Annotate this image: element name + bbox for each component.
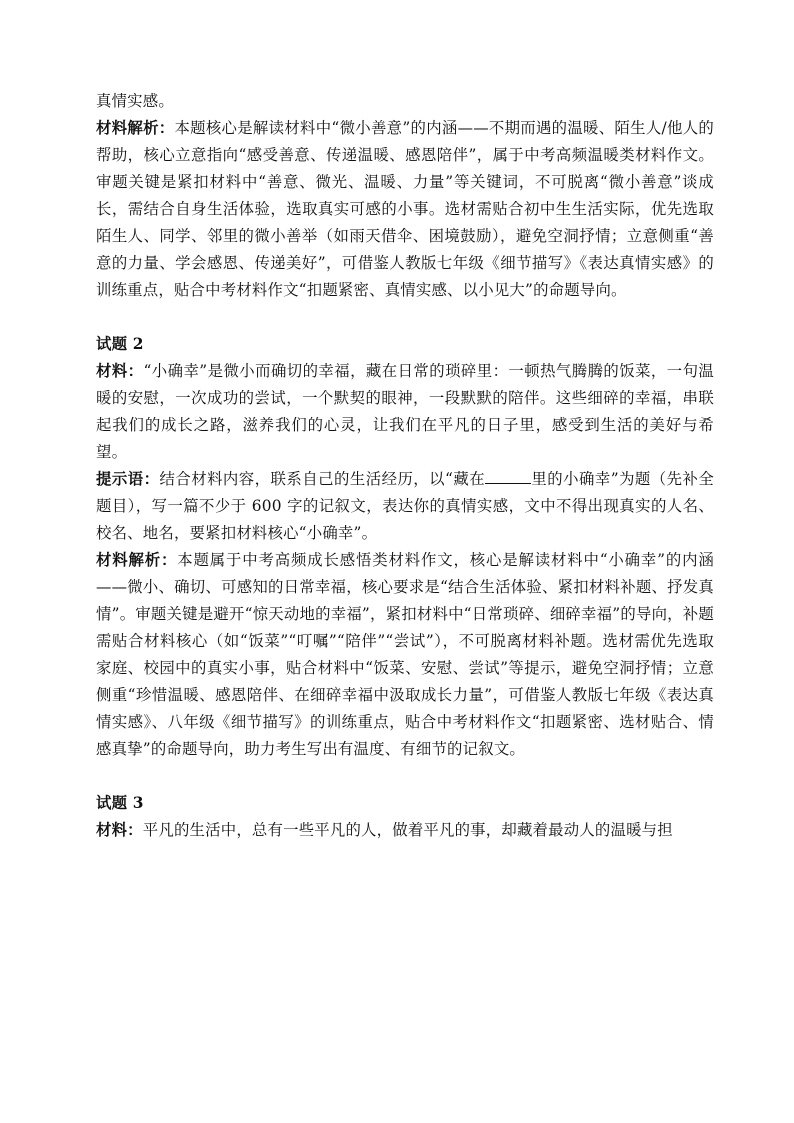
- q2-prompt: [96, 466, 714, 547]
- q2-prompt-text-before: 结合材料内容，联系自己的生活经历，以“藏在: [159, 470, 486, 488]
- q2-material-text: “小确幸”是微小而确切的幸福，藏在日常的琐碎里：一顿热气腾腾的饭菜，一句温暖的安慰，一次成功的尝试，一个默契的眼神，一段默默的陪伴。这些细碎的幸福，串联起我们的成长之路，滋养我们的心灵，让我们在平凡的日子里，感受到生活的美好与希望。: [96, 362, 714, 461]
- document-page: [96, 88, 714, 844]
- q3-heading: 试题 3: [96, 794, 144, 812]
- q1-tail: [96, 88, 714, 115]
- q3-material-label: 材料：: [96, 821, 143, 839]
- q3-material-text: 平凡的生活中，总有一些平凡的人，做着平凡的事，却藏着最动人的温暖与担: [142, 821, 673, 839]
- q2-analysis: [96, 547, 714, 763]
- title-blank: [485, 469, 531, 484]
- q2-prompt-label: 提示语：: [96, 470, 160, 488]
- q1-analysis: [96, 115, 714, 304]
- q3-material: [96, 817, 714, 844]
- q1-analysis-text: 本题核心是解读材料中“微小善意”的内涵——不期而遇的温暖、陌生人/他人的帮助，核心立意指向“感受善意、传递温暖、感恩陪伴”，属于中考高频温暖类材料作文。审题关键是紧扣材料中“善意、微光、温暖、力量”等关键词，不可脱离“微小善意”谈成长，需结合自身生活体验，选取真实可感的小事。选材需贴合初中生生活实际，优先选取陌生人、同学、邻里的微小善举（如雨天借伞、困境鼓励），避免空洞抒情；立意侧重“善意的力量、学会感恩、传递美好”，可借鉴人教版七年级《细节描写》《表达真情实感》的训练重点，贴合中考材料作文“扣题紧密、真情实感、以小见大”的命题导向。: [96, 119, 714, 299]
- q2-analysis-label: 材料解析：: [96, 551, 178, 569]
- q2-prompt-text-after: 里的小确幸”为题（先补全题目），写一篇不少于 600 字的记叙文，表达你的真情实感，文中不得出现真实的人名、校名、地名，要紧扣材料核心“小确幸”。: [96, 470, 714, 542]
- q2-material-label: 材料：: [96, 362, 144, 380]
- q1-tail-text: 真情实感。: [96, 92, 174, 110]
- q2-heading: 试题 2: [96, 335, 144, 353]
- q2-analysis-text: 本题属于中考高频成长感悟类材料作文，核心是解读材料中“小确幸”的内涵——微小、确切、可感知的日常幸福，核心要求是“结合生活体验、紧扣材料补题、抒发真情”。审题关键是避开“惊天动地的幸福”，紧扣材料中“日常琐碎、细碎幸福”的导向，补题需贴合材料核心（如“饭菜”“叮嘱”“陪伴”“尝试”），不可脱离材料补题。选材需优先选取家庭、校园中的真实小事，贴合材料中“饭菜、安慰、尝试”等提示，避免空洞抒情；立意侧重“珍惜温暖、感恩陪伴、在细碎幸福中汲取成长力量”，可借鉴人教版七年级《表达真情实感》、八年级《细节描写》的训练重点，贴合中考材料作文“扣题紧密、选材贴合、情感真挚”的命题导向，助力考生写出有温度、有细节的记叙文。: [96, 551, 714, 758]
- q2-material: [96, 358, 714, 466]
- q1-analysis-label: 材料解析：: [96, 119, 175, 137]
